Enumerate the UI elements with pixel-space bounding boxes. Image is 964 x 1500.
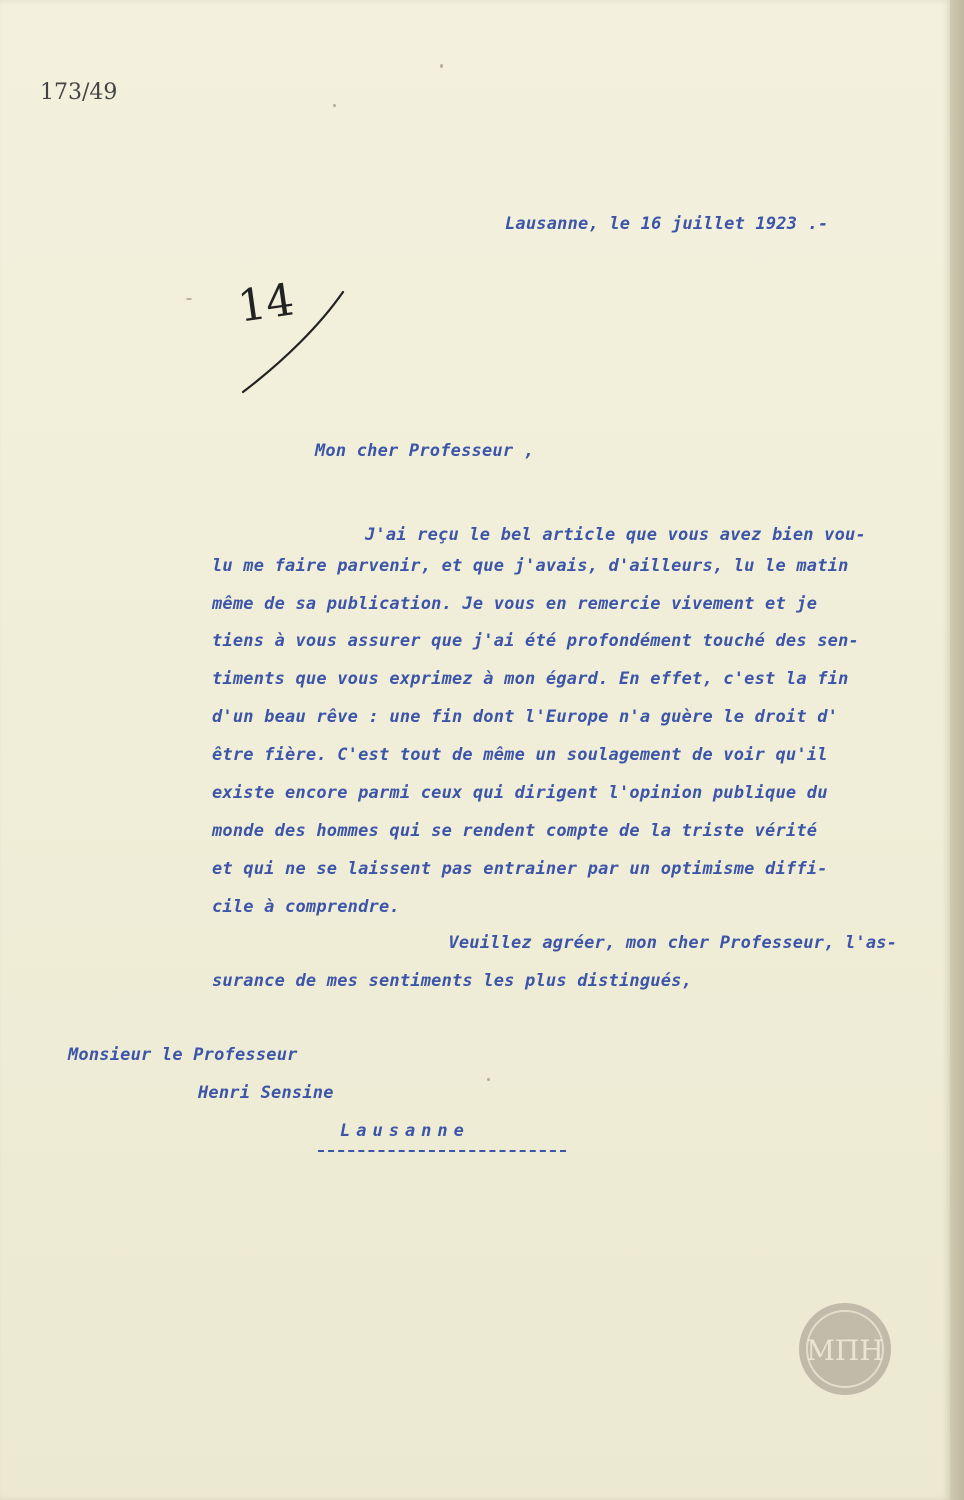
body-line-3: même de sa publication. Je vous en remercie vivement et je (212, 594, 818, 614)
closing-line-1 (0, 933, 897, 953)
paper-speck (440, 64, 443, 68)
closing-line-1-text: Veuillez agréer, mon cher Professeur, l'as- (438, 933, 898, 953)
addressee-title: Monsieur le Professeur (68, 1045, 298, 1065)
body-line-4: tiens à vous assurer que j'ai été profondément touché des sen- (212, 631, 859, 651)
body-line-10: et qui ne se laissent pas entrainer par un optimisme diffi- (212, 859, 828, 879)
body-line-2: lu me faire parvenir, et que j'avais, d'ailleurs, lu le matin (212, 556, 849, 576)
addressee-city: Lausanne (340, 1121, 470, 1141)
stamp-text: ΜΠΗ (806, 1334, 884, 1367)
date-line: Lausanne, le 16 juillet 1923 .- (505, 214, 829, 234)
body-line-6: d'un beau rêve : une fin dont l'Europe n'a guère le droit d' (212, 707, 839, 727)
closing-line-2: surance de mes sentiments les plus distingués, (212, 971, 693, 991)
paper-speck (186, 298, 192, 300)
city-underline (318, 1150, 566, 1152)
body-line-1: J'ai reçu le bel article que vous avez bien vou- (365, 525, 866, 545)
body-line-11: cile à comprendre. (212, 897, 400, 917)
addressee-name: Henri Sensine (198, 1083, 334, 1103)
body-line-7: être fière. C'est tout de même un soulagement de voir qu'il (212, 745, 828, 765)
stamp-seal-icon (796, 1300, 894, 1398)
body-line-5: timents que vous exprimez à mon égard. En effet, c'est la fin (212, 669, 849, 689)
paper-speck (487, 1078, 490, 1081)
paper-speck (333, 104, 336, 107)
body-line-8: existe encore parmi ceux qui dirigent l'opinion publique du (212, 783, 828, 803)
salutation: Mon cher Professeur , (315, 441, 535, 461)
archive-stamp (796, 1300, 894, 1398)
body-line-9: monde des hommes qui se rendent compte de la triste vérité (212, 821, 818, 841)
archive-reference: 173/49 (40, 80, 118, 105)
paper-edge (950, 0, 964, 1500)
folio-number: 14 (234, 274, 298, 333)
